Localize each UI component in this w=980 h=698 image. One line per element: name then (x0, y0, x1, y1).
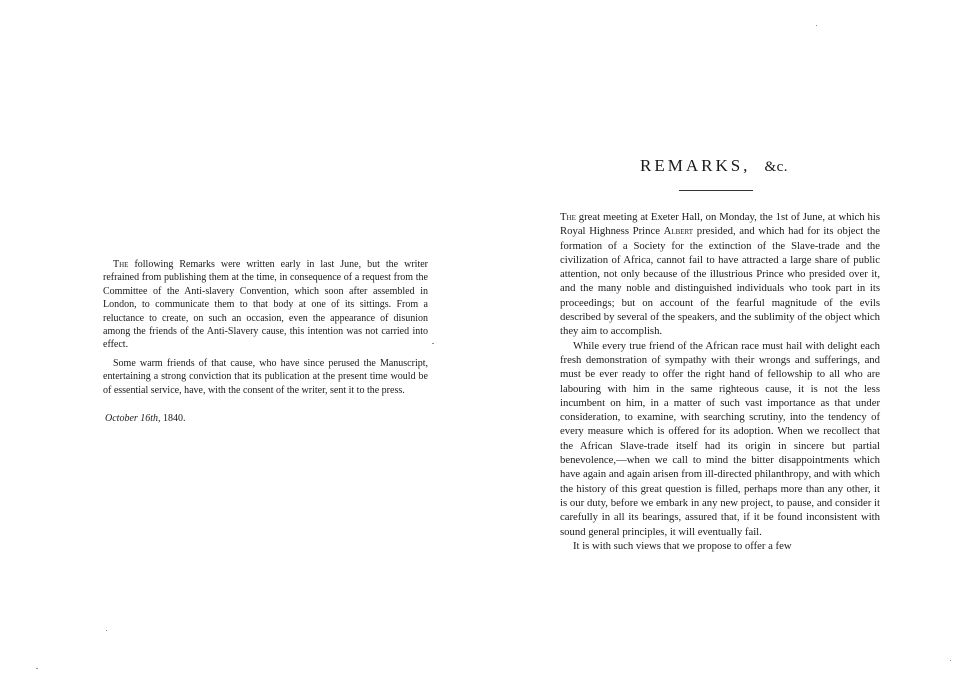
page-speck (816, 25, 817, 26)
page-speck (106, 630, 107, 631)
main-paragraph-1-part-1: great meeting at Exeter Hall, on Monday, the 1st of June, at which his Royal Highness Prince (560, 211, 880, 238)
main-paragraph-3: It is with such views that we propose to offer a few (573, 539, 792, 552)
page-title (640, 156, 788, 176)
preface-date (103, 412, 428, 425)
preface-paragraph-2: Some warm friends of that cause, who have since perused the Manuscript, entertaining a strong conviction that its publication at the present time would be of essential service, have, with the consent of the writer, sent it to the press. (103, 357, 428, 396)
main-paragraph-1 (560, 210, 880, 339)
preface-paragraph-1-text: following Remarks were written early in last June, but the writer refrained from publishing them at the time, in consequence of a request from the Committee of the Anti-slavery Convention, which soon after assembled in London, to communicate them to that body at one of its sittings. From a reluctance to create, on such an occasion, even the appearance of disunion among the friends of the Anti-Slavery cause, this intention was not carried into effect. (103, 259, 428, 351)
main-paragraph-2: While every true friend of the African race must hail with delight each fresh demonstration of sympathy with their wrongs and sufferings, and must be ever ready to offer the right hand of fellowship to all who are labouring with him in the same righteous cause, it is not the less incumbent on him, in a matter of such vast importance as that under consideration, to examine, with searching scrutiny, into the tendency of every measure which is offered for its adoption. When we recollect that the African Slave-trade itself had its origin in sincere but partial benevolence,—when we call to mind the bitter disappointments which have again and again arisen from ill-directed philanthropy, and with which the history of this great question is filled, perhaps more than any other, it is our duty, before we embark in any new project, to pause, and consider it carefully in all its bearings, assured that, if it be found inconsistent with sound general principles, it will eventually fail. (560, 339, 880, 538)
prince-name: Albert (663, 225, 694, 238)
title-text: REMARKS, (640, 156, 751, 175)
title-suffix: &c. (764, 159, 789, 175)
main-paragraph-1-part-2: presided, and which had for its object the formation of a Society for the extinction of the Slave-trade and the civilization of Africa, cannot fail to have attracted a large share of public attention, not only because of the illustrious Prince who presided over it, and the many noble and distinguished individuals who took part in its proceedings; but on account of the fearful magnitude of the evils described by several of the speakers, and the sublimity of the object which they aim to accomplish. (560, 225, 880, 338)
title-rule (679, 190, 753, 191)
right-page (490, 0, 980, 698)
preface-lead-word: The (113, 259, 129, 270)
preface (103, 258, 428, 425)
main-text (560, 210, 880, 553)
page-speck (432, 343, 434, 344)
page-speck (950, 660, 951, 661)
preface-date-year: 1840. (160, 413, 186, 425)
preface-paragraph-1 (103, 258, 428, 352)
main-lead-word: The (560, 211, 576, 223)
preface-date-text: October 16th, (105, 413, 161, 425)
page-speck (36, 668, 38, 669)
